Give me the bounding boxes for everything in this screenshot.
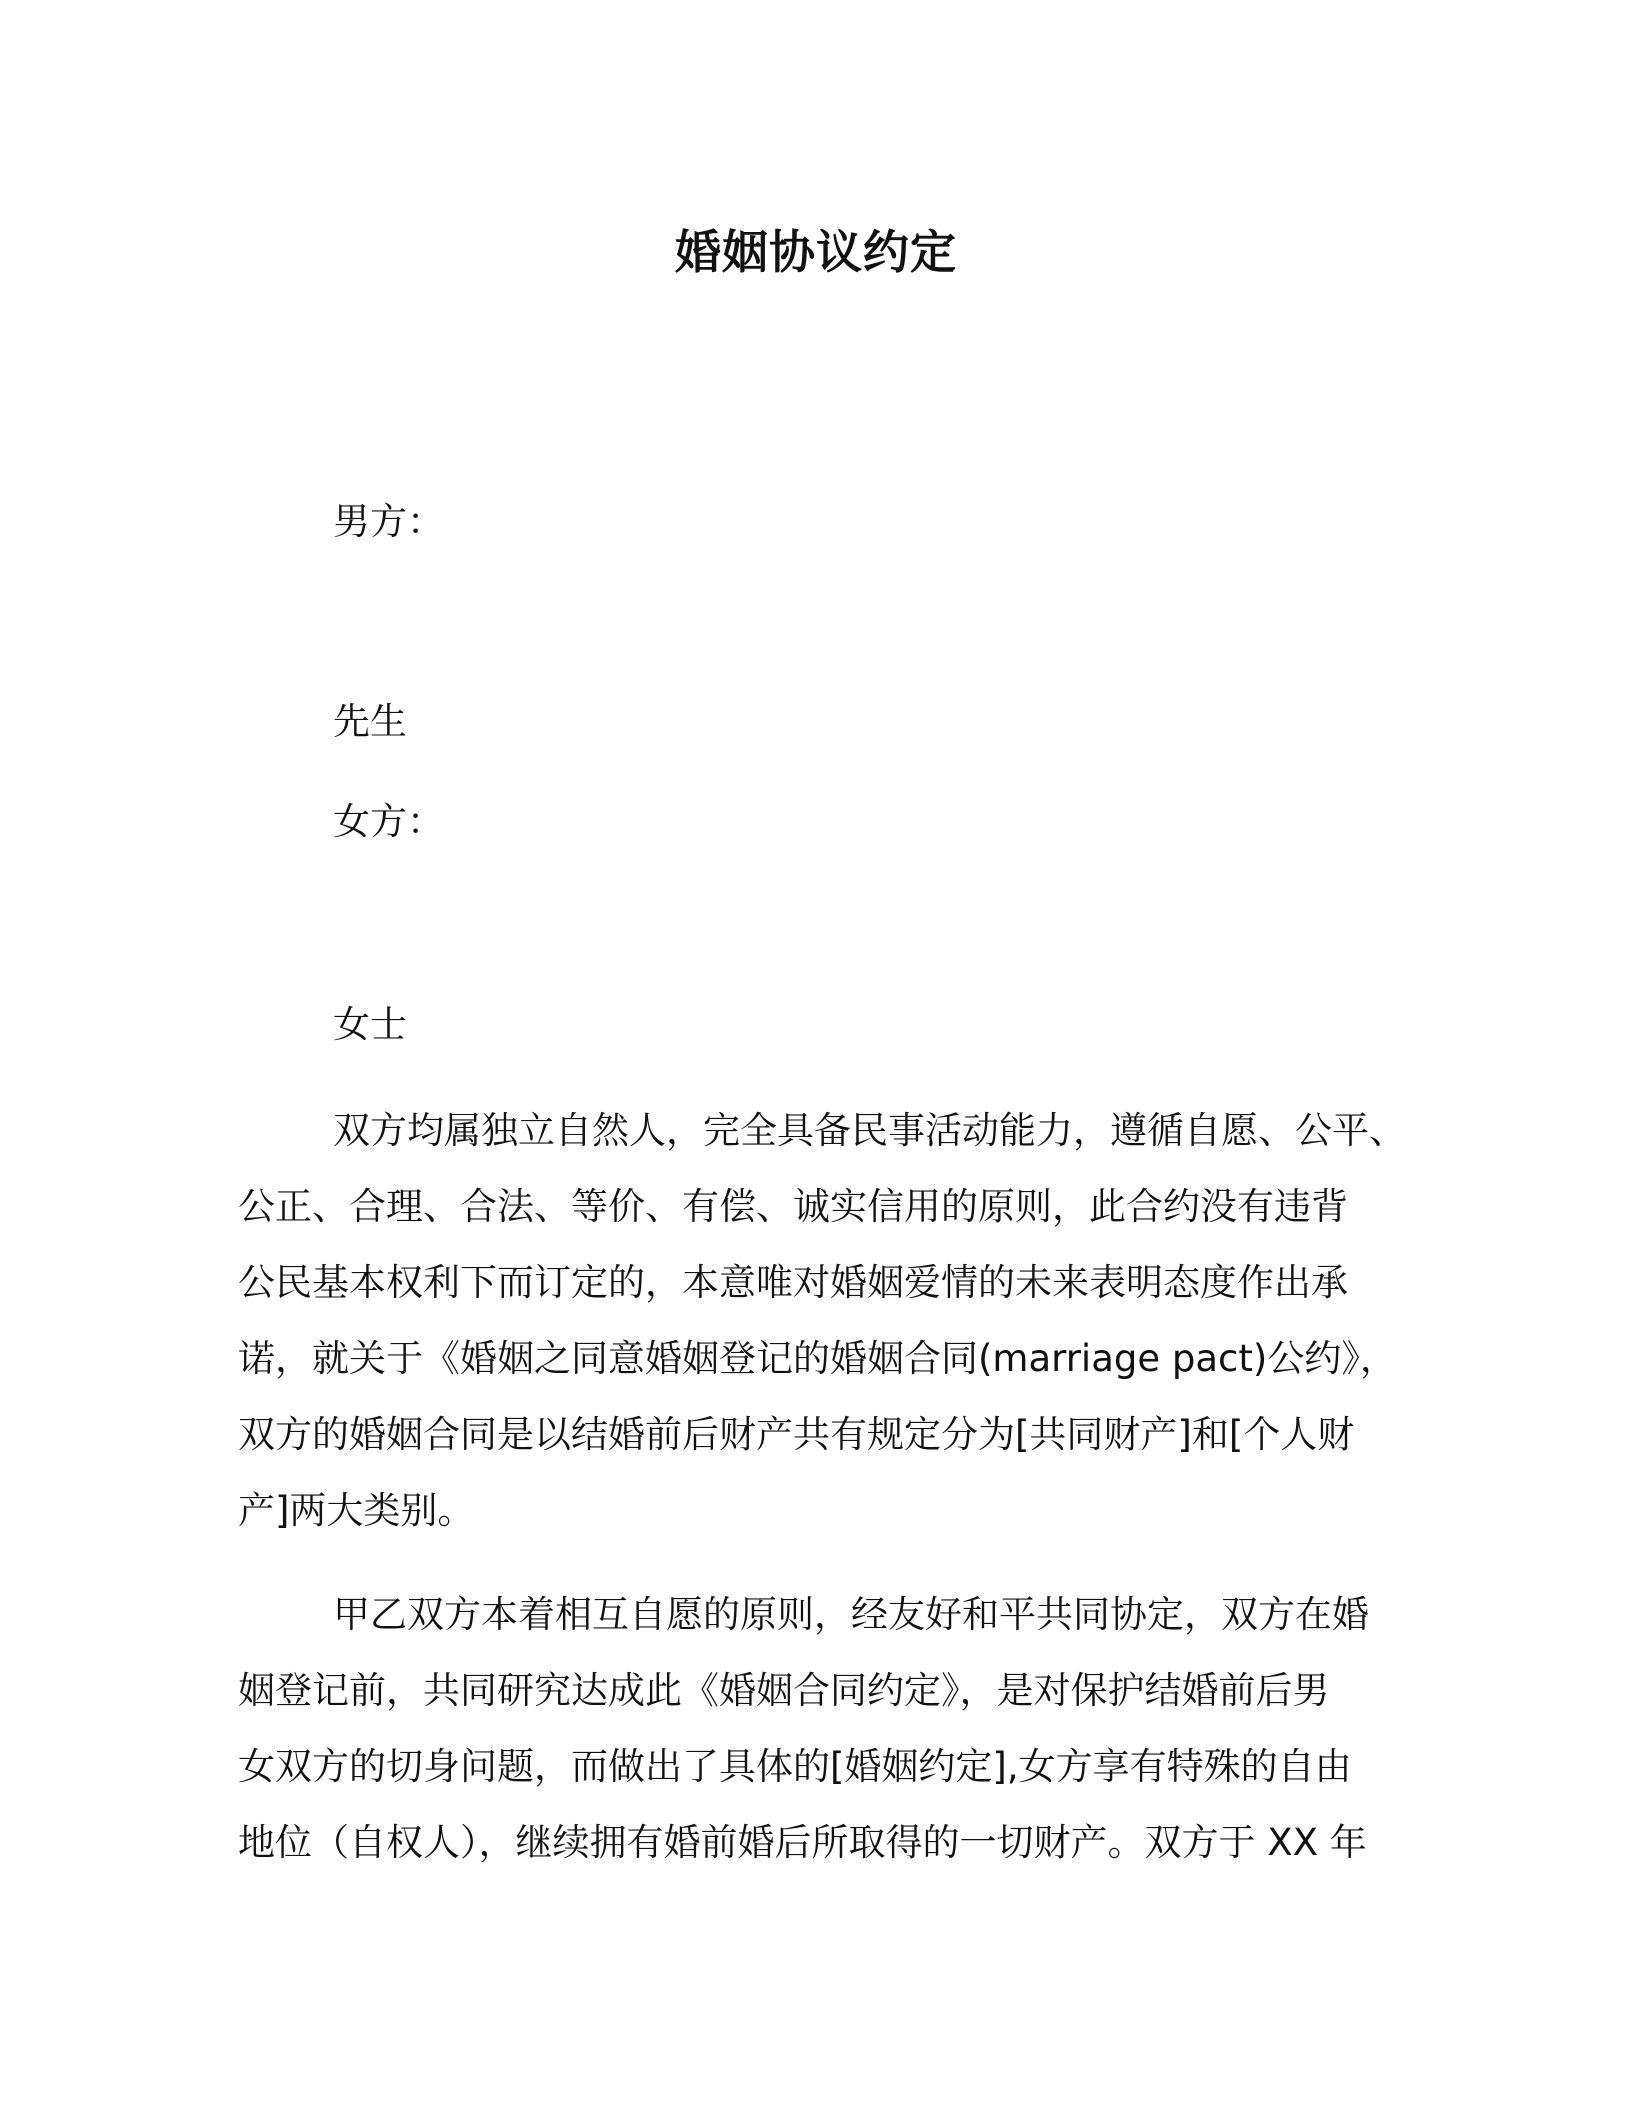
female-party-label: 女方： — [333, 800, 444, 843]
female-title-label: 女士 — [333, 1003, 407, 1046]
paragraph-1-line: 公正、合理、合法、等价、有偿、诚实信用的原则，此合约没有违背 — [238, 1185, 1348, 1228]
paragraph-1-line: 双方均属独立自然人，完全具备民事活动能力，遵循自愿、公平、 — [333, 1109, 1406, 1152]
paragraph-1-line: 诺，就关于《婚姻之同意婚姻登记的婚姻合同(marriage pact)公约》， — [238, 1337, 1397, 1380]
male-party-label: 男方： — [333, 500, 444, 543]
paragraph-2-line: 甲乙双方本着相互自愿的原则，经友好和平共同协定，双方在婚 — [333, 1593, 1369, 1636]
paragraph-2-line: 地位（自权人），继续拥有婚前婚后所取得的一切财产。双方于 XX 年 — [238, 1821, 1367, 1864]
paragraph-2-line: 姻登记前，共同研究达成此《婚姻合同约定》，是对保护结婚前后男 — [238, 1669, 1330, 1712]
paragraph-1-line: 公民基本权利下而订定的，本意唯对婚姻爱情的未来表明态度作出承 — [238, 1261, 1348, 1304]
paragraph-1-line: 产]两大类别。 — [238, 1489, 475, 1532]
paragraph-1-line: 双方的婚姻合同是以结婚前后财产共有规定分为[共同财产]和[个人财 — [238, 1413, 1355, 1456]
male-title-label: 先生 — [333, 700, 407, 743]
document-title: 婚姻协议约定 — [675, 225, 957, 279]
paragraph-2-line: 女双方的切身问题，而做出了具体的[婚姻约定],女方享有特殊的自由 — [238, 1745, 1352, 1788]
